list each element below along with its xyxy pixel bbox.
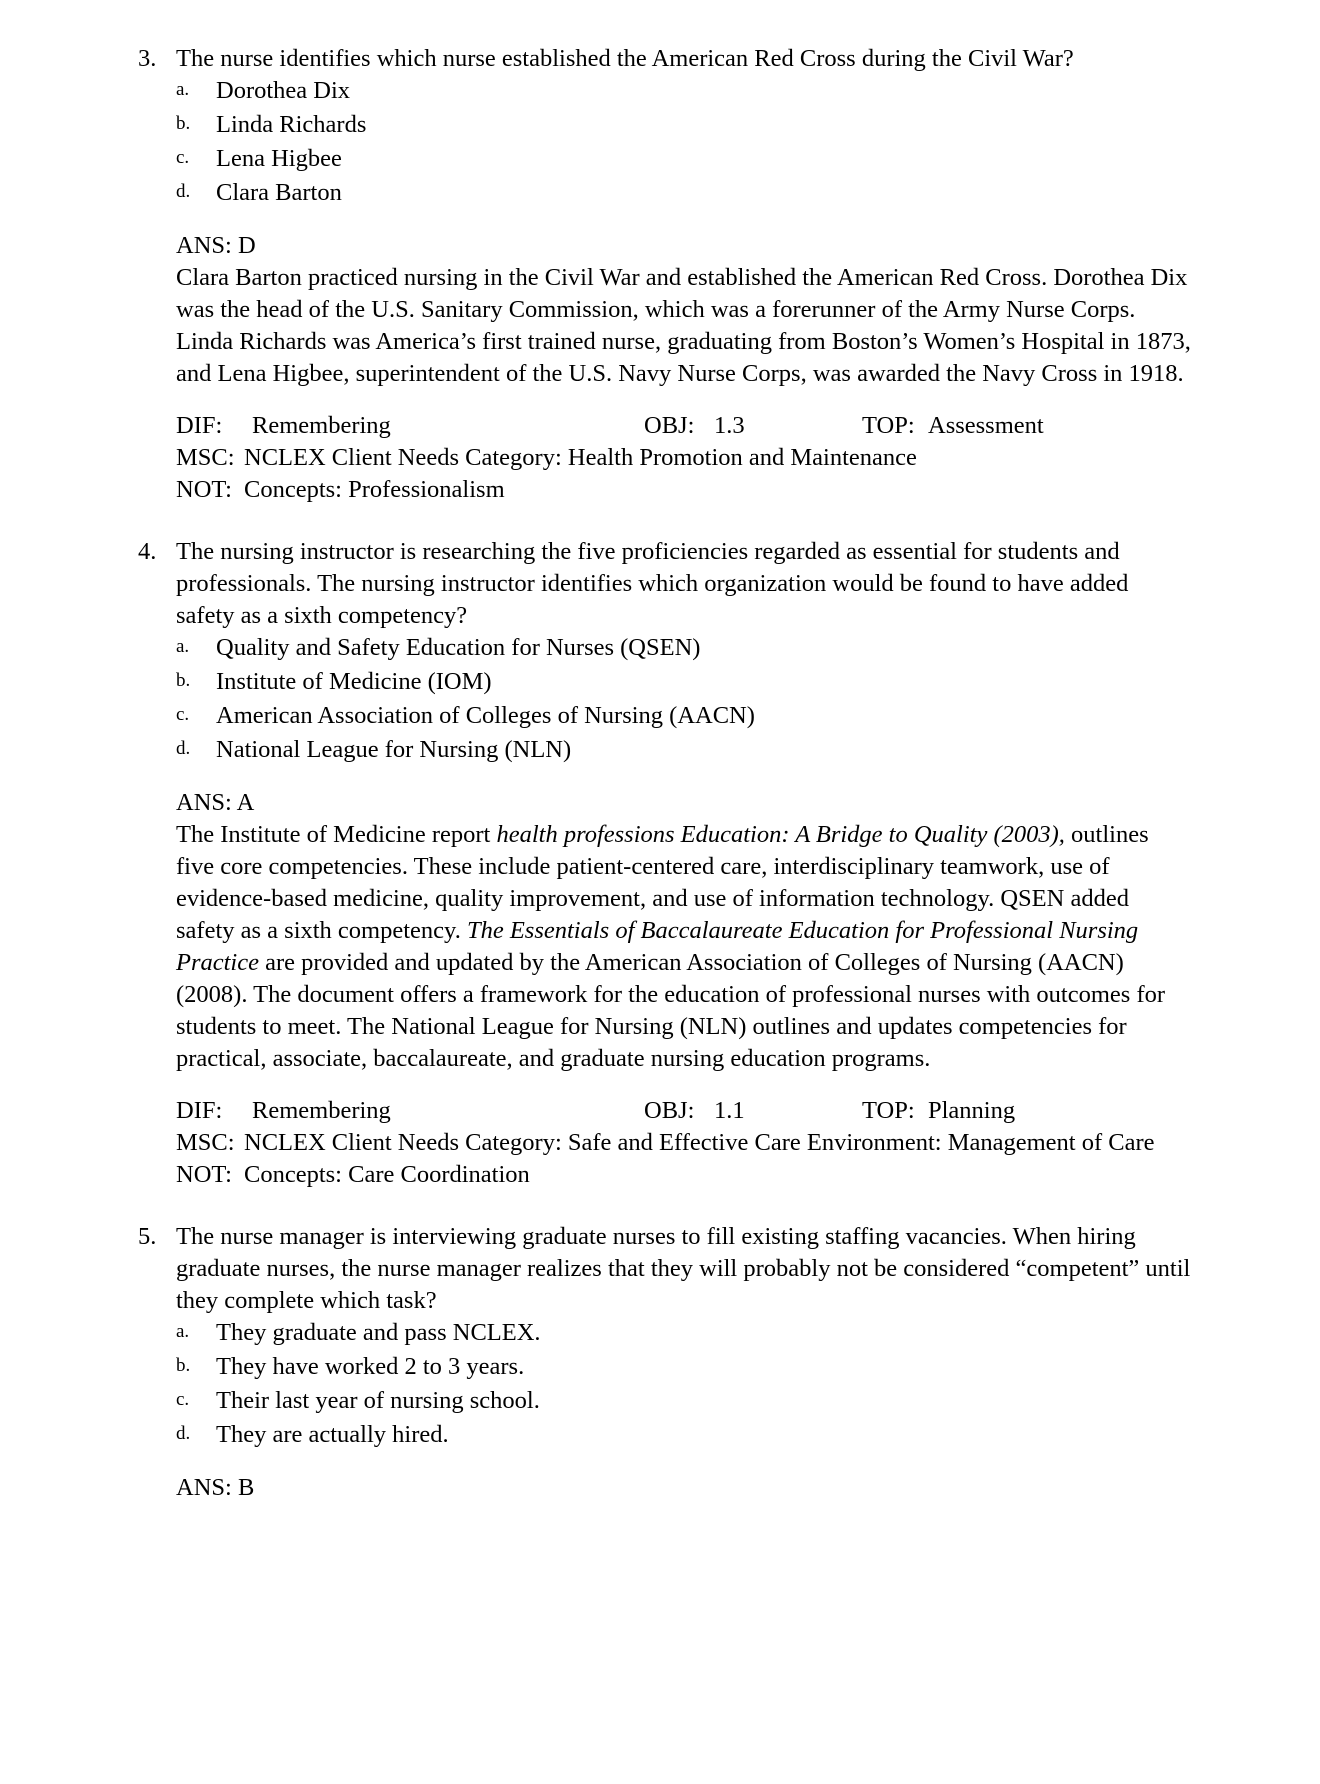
answer-value: B bbox=[237, 1474, 255, 1501]
meta-block bbox=[176, 410, 1205, 506]
question-stem: The nursing instructor is researching the five proficiencies regarded as essential for students and professionals. The nursing instructor identifies which organization would be found to have added safety as a sixth competency? bbox=[176, 538, 1129, 629]
option-letter: d. bbox=[176, 1423, 191, 1444]
option-a bbox=[176, 632, 1205, 666]
not-value: Concepts: Care Coordination bbox=[244, 1161, 530, 1188]
answer-value: A bbox=[236, 789, 255, 816]
option-d bbox=[176, 1419, 1205, 1453]
rationale-paragraph: Clara Barton practiced nursing in the Civil War and established the American Red Cross. Dorothea Dix was the head of the U.S. Sanitary Commission, which was a forerunner of the Army Nurse Corps. Linda Richards was America’s first trained nurse, graduating from Boston’s Women’s Hospital in 1873, and Lena Higbee, superintendent of the U.S. Navy Nurse Corps, was awarded the Navy Cross in 1918. bbox=[176, 264, 1191, 387]
question-5 bbox=[138, 1221, 1205, 1504]
options-list bbox=[176, 75, 1205, 211]
option-b bbox=[176, 109, 1205, 143]
msc-row bbox=[176, 442, 1205, 474]
option-letter: a. bbox=[176, 1321, 190, 1342]
options-list bbox=[176, 632, 1205, 768]
answer-value: D bbox=[237, 232, 256, 259]
options-list bbox=[176, 1317, 1205, 1453]
option-c bbox=[176, 700, 1205, 734]
top-pair bbox=[862, 410, 1044, 442]
answer-label: ANS: bbox=[176, 232, 232, 259]
not-label: NOT: bbox=[176, 476, 232, 503]
question-number: 4. bbox=[138, 538, 157, 565]
option-c bbox=[176, 1385, 1205, 1419]
obj-pair bbox=[644, 1095, 862, 1127]
top-label: TOP: bbox=[862, 412, 915, 439]
not-label: NOT: bbox=[176, 1161, 232, 1188]
option-d bbox=[176, 177, 1205, 211]
top-pair bbox=[862, 1095, 1015, 1127]
dif-row bbox=[176, 1095, 1205, 1127]
not-value: Concepts: Professionalism bbox=[244, 476, 505, 503]
top-value: Assessment bbox=[928, 412, 1044, 439]
dif-value: Remembering bbox=[252, 412, 391, 439]
question-stem: The nurse manager is interviewing graduate nurses to fill existing staffing vacancies. When hiring graduate nurses, the nurse manager realizes that they will probably not be considered “competent” until they complete which task? bbox=[176, 1223, 1191, 1314]
msc-label: MSC: bbox=[176, 444, 235, 471]
dif-label: DIF: bbox=[176, 412, 223, 439]
option-text: Their last year of nursing school. bbox=[216, 1387, 540, 1414]
not-row bbox=[176, 474, 1205, 506]
option-letter: a. bbox=[176, 636, 190, 657]
obj-value: 1.3 bbox=[714, 412, 745, 439]
option-b bbox=[176, 666, 1205, 700]
dif-row bbox=[176, 410, 1205, 442]
answer-line bbox=[176, 1472, 1205, 1504]
answer-line bbox=[176, 787, 1205, 819]
top-label: TOP: bbox=[862, 1097, 915, 1124]
msc-value: NCLEX Client Needs Category: Safe and Effective Care Environment: Management of Care bbox=[244, 1129, 1155, 1156]
option-letter: c. bbox=[176, 1389, 190, 1410]
option-text: National League for Nursing (NLN) bbox=[216, 736, 572, 763]
option-text: Linda Richards bbox=[216, 111, 367, 138]
question-number: 5. bbox=[138, 1223, 157, 1250]
option-c bbox=[176, 143, 1205, 177]
option-letter: d. bbox=[176, 181, 191, 202]
option-d bbox=[176, 734, 1205, 768]
option-letter: a. bbox=[176, 79, 190, 100]
not-row bbox=[176, 1159, 1205, 1191]
option-text: Institute of Medicine (IOM) bbox=[216, 668, 492, 695]
option-letter: b. bbox=[176, 670, 191, 691]
obj-label: OBJ: bbox=[644, 412, 695, 439]
msc-row bbox=[176, 1127, 1205, 1159]
dif-pair bbox=[176, 410, 644, 442]
option-text: They have worked 2 to 3 years. bbox=[216, 1353, 525, 1380]
option-letter: b. bbox=[176, 113, 191, 134]
option-letter: b. bbox=[176, 1355, 191, 1376]
option-text: Lena Higbee bbox=[216, 145, 342, 172]
option-text: They are actually hired. bbox=[216, 1421, 449, 1448]
top-value: Planning bbox=[928, 1097, 1016, 1124]
dif-pair bbox=[176, 1095, 644, 1127]
obj-pair bbox=[644, 410, 862, 442]
option-text: Quality and Safety Education for Nurses (QSEN) bbox=[216, 634, 701, 661]
question-4 bbox=[138, 536, 1205, 1191]
option-a bbox=[176, 1317, 1205, 1351]
option-text: Dorothea Dix bbox=[216, 77, 351, 104]
option-text: They graduate and pass NCLEX. bbox=[216, 1319, 541, 1346]
option-letter: d. bbox=[176, 738, 191, 759]
answer-label: ANS: bbox=[176, 789, 232, 816]
dif-value: Remembering bbox=[252, 1097, 391, 1124]
obj-label: OBJ: bbox=[644, 1097, 695, 1124]
rationale-paragraph: The Institute of Medicine report health professions Education: A Bridge to Quality (2003), outlines five core competencies. These include patient-centered care, interdisciplinary teamwork, use of evidence-based medicine, quality improvement, and use of information technology. QSEN added safety as a sixth competency. The Essentials of Baccalaureate Education for Professional Nursing Practice are provided and updated by the American Association of Colleges of Nursing (AACN) (2008). The document offers a framework for the education of professional nurses with outcomes for students to meet. The National League for Nursing (NLN) outlines and updates competencies for practical, associate, baccalaureate, and graduate nursing education programs. bbox=[176, 821, 1166, 1072]
question-stem: The nurse identifies which nurse established the American Red Cross during the Civil War? bbox=[176, 45, 1074, 72]
meta-block bbox=[176, 1095, 1205, 1191]
msc-value: NCLEX Client Needs Category: Health Promotion and Maintenance bbox=[244, 444, 917, 471]
question-3 bbox=[138, 43, 1205, 506]
option-letter: c. bbox=[176, 704, 190, 725]
option-text: American Association of Colleges of Nursing (AACN) bbox=[216, 702, 755, 729]
option-letter: c. bbox=[176, 147, 190, 168]
answer-line bbox=[176, 230, 1205, 262]
answer-label: ANS: bbox=[176, 1474, 232, 1501]
option-text: Clara Barton bbox=[216, 179, 342, 206]
obj-value: 1.1 bbox=[714, 1097, 745, 1124]
option-a bbox=[176, 75, 1205, 109]
msc-label: MSC: bbox=[176, 1129, 235, 1156]
question-number: 3. bbox=[138, 45, 157, 72]
option-b bbox=[176, 1351, 1205, 1385]
dif-label: DIF: bbox=[176, 1097, 223, 1124]
